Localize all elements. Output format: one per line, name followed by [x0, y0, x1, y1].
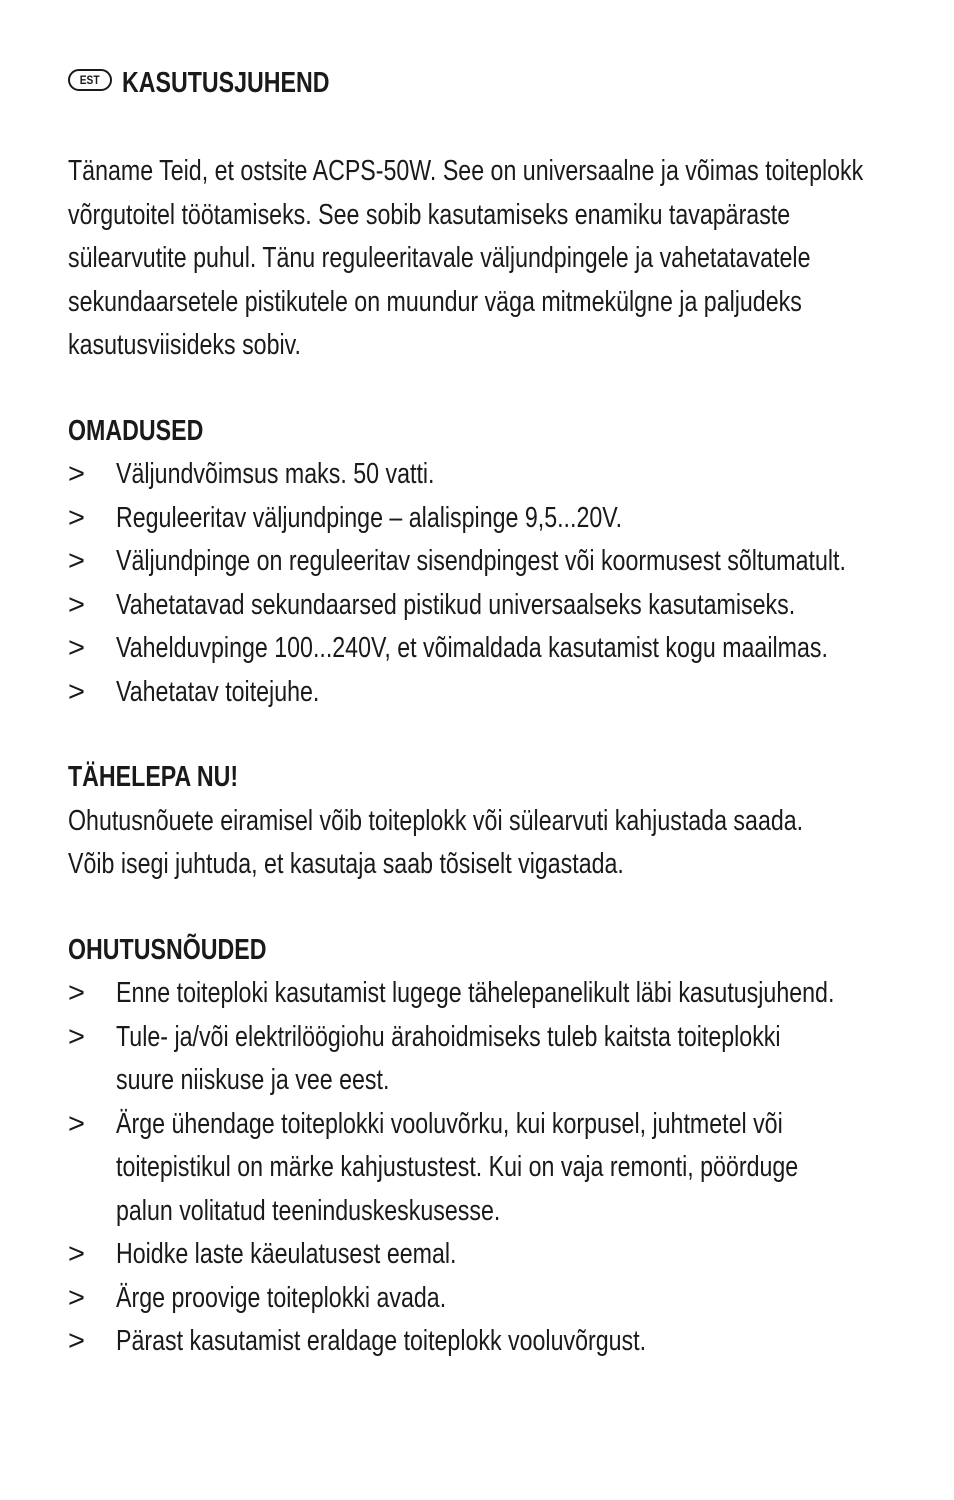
safety-heading: OHUTUSNÕUDED [68, 933, 267, 966]
attention-section [68, 756, 898, 887]
safety-list [68, 972, 898, 1364]
list-item: > Reguleeritav väljundpinge – alalispinge 9,5...20V. [68, 497, 898, 541]
language-code: EST [80, 73, 100, 87]
language-badge [68, 69, 112, 91]
list-item: > Ärge proovige toiteplokki avada. [68, 1277, 898, 1321]
bullet-marker: > [68, 458, 85, 490]
bullet-marker: > [68, 545, 85, 577]
list-item: > Pärast kasutamist eraldage toiteplokk vooluvõrgust. [68, 1320, 898, 1364]
bullet-marker: > [68, 588, 85, 621]
features-section [68, 410, 898, 715]
bullet-marker: > [68, 1281, 85, 1314]
attention-line: Ohutusnõuete eiramisel võib toiteplokk või sülearvuti kahjustada saada. [68, 804, 804, 837]
document-header [68, 60, 898, 106]
list-item: > Hoidke laste käeulatusest eemal. [68, 1233, 898, 1277]
list-item: > Ärge ühendage toiteplokki vooluvõrku, kui korpusel, juhtmetel või toitepistikul on märke kahjustustest. Kui on vaja remonti, pöörduge palun volitatud teeninduskeskusesse. [68, 1103, 898, 1234]
intro-line: võrgutoitel töötamiseks. See sobib kasutamiseks enamiku tavapäraste [68, 198, 791, 231]
intro-line: Täname Teid, et ostsite ACPS-50W. See on universaalne ja võimas toiteplokk [68, 155, 864, 187]
list-item: > Tule- ja/või elektrilöögiohu ärahoidmiseks tuleb kaitsta toiteplokki suure niiskuse ja vee eest. [68, 1016, 898, 1103]
intro-paragraph [68, 150, 898, 368]
list-item: > Väljundvõimsus maks. 50 vatti. [68, 453, 898, 497]
list-item: > Enne toiteploki kasutamist lugege tähelepanelikult läbi kasutusjuhend. [68, 972, 898, 1016]
features-heading: OMADUSED [68, 414, 204, 447]
bullet-marker: > [68, 632, 85, 664]
safety-section [68, 929, 898, 1364]
list-item: > Vahelduvpinge 100...240V, et võimaldada kasutamist kogu maailmas. [68, 627, 898, 671]
bullet-marker: > [68, 501, 85, 534]
bullet-marker: > [68, 1325, 85, 1357]
attention-heading: TÄHELEPA NU! [68, 761, 239, 793]
bullet-marker: > [68, 1107, 85, 1140]
bullet-marker: > [68, 977, 85, 1009]
section-gap [68, 714, 898, 756]
list-item: > Väljundpinge on reguleeritav sisendpingest või koormusest sõltumatult. [68, 540, 898, 584]
bullet-marker: > [68, 675, 85, 708]
section-gap [68, 368, 898, 410]
intro-line: sekundaarsetele pistikutele on muundur väga mitmekülgne ja paljudeks [68, 285, 802, 318]
intro-line: kasutusviisideks sobiv. [68, 329, 301, 361]
intro-line: sülearvutite puhul. Tänu reguleeritavale väljundpingele ja vahetatavatele [68, 242, 811, 274]
manual-page [68, 60, 898, 1364]
list-item: > Vahetatav toitejuhe. [68, 671, 898, 715]
bullet-marker: > [68, 1238, 85, 1270]
features-list [68, 453, 898, 714]
attention-line: Võib isegi juhtuda, et kasutaja saab tõsiselt vigastada. [68, 848, 624, 880]
list-item: > Vahetatavad sekundaarsed pistikud universaalseks kasutamiseks. [68, 584, 898, 628]
document-title [122, 60, 381, 106]
bullet-marker: > [68, 1020, 85, 1053]
section-gap [68, 887, 898, 929]
document-title-text: KASUTUSJUHEND [122, 67, 330, 99]
